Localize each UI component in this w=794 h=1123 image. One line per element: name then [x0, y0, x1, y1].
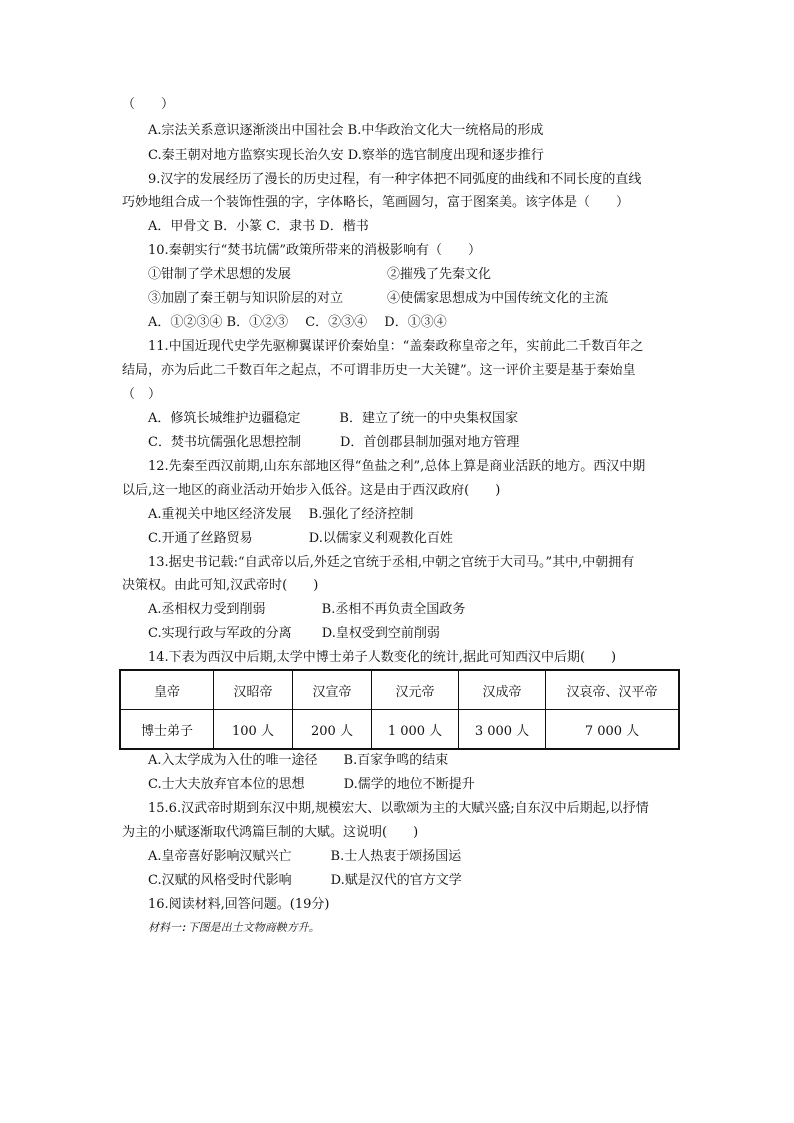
q15-stem-line2: 为主的小赋逐渐取代鸿篇巨制的大赋。这说明( )	[122, 825, 419, 840]
q16-material-caption: 材料一:下图是出土文物商鞅方升。	[148, 921, 320, 934]
q11-options-ab: A．修筑长城维护边疆稳定 B．建立了统一的中央集权国家	[148, 411, 518, 426]
q13-options-cd: C.实现行政与军政的分离 D.皇权受到空前削弱	[148, 626, 440, 641]
q12-options-cd: C.开通了丝路贸易 D.以儒家义利观教化百姓	[148, 531, 453, 546]
q13-options-ab: A.丞相权力受到削弱 B.丞相不再负责全国政务	[148, 602, 466, 617]
table-cell: 100 人	[214, 710, 293, 750]
q14-stem: 14.下表为西汉中后期,太学中博士弟子人数变化的统计,据此可知西汉中后期( )	[148, 650, 617, 665]
q10-options: A．①②③④ B．①②③ C．②③④ D．①③④	[148, 315, 447, 330]
table-cell: 1 000 人	[372, 710, 459, 750]
q11-stem-line2: 结局，亦为后此二千数百年之起点，不可谓非历史一大关键”。这一评价主要是基于秦始皇	[122, 363, 636, 378]
q14-options-ab: A.入太学成为入仕的唯一途径 B.百家争鸣的结束	[148, 753, 449, 768]
table-cell: 汉哀帝、汉平帝	[546, 670, 680, 710]
q15-options-cd: C.汉赋的风格受时代影响 D.赋是汉代的官方文学	[148, 873, 462, 888]
q8-paren: （ ）	[122, 97, 175, 112]
q13-stem-line2: 决策权。由此可知,汉武帝时( )	[122, 578, 319, 593]
student-count-table	[119, 669, 680, 750]
q9-stem-line1: 9.汉字的发展经历了漫长的历史过程，有一种字体把不同弧度的曲线和不同长度的直线	[148, 172, 642, 187]
q15-stem-line1: 15.6.汉武帝时期到东汉中期,规模宏大、以歌颂为主的大赋兴盛;自东汉中后期起,以抒情	[148, 801, 649, 816]
table-cell: 汉元帝	[372, 670, 459, 710]
q16-stem: 16.阅读材料,回答问题。(19分)	[148, 897, 330, 912]
q11-options-cd: C．焚书坑儒强化思想控制 D．首创郡县制加强对地方管理	[148, 435, 520, 450]
table-cell: 7 000 人	[546, 710, 680, 750]
q11-paren: （ ）	[122, 387, 162, 402]
table-header-row	[120, 670, 679, 710]
q10-item-3: ③加剧了秦王朝与知识阶层的对立	[148, 291, 344, 306]
q10-item-1: ①钳制了学术思想的发展	[148, 267, 292, 282]
table-cell: 3 000 人	[459, 710, 546, 750]
table-cell: 汉昭帝	[214, 670, 293, 710]
table-row	[120, 710, 679, 750]
q12-stem-line1: 12.先秦至西汉前期,山东东部地区得“鱼盐之利”,总体上算是商业活跃的地方。西汉中期	[148, 459, 646, 474]
table-cell: 博士弟子	[120, 710, 214, 750]
q14-options-cd: C.士大夫放弃官本位的思想 D.儒学的地位不断提升	[148, 777, 475, 792]
q15-options-ab: A.皇帝喜好影响汉赋兴亡 B.士人热衷于颂扬国运	[148, 849, 462, 864]
q10-stem: 10.秦朝实行“焚书坑儒”政策所带来的消极影响有（ ）	[148, 243, 481, 258]
q12-options-ab: A.重视关中地区经济发展 B.强化了经济控制	[148, 507, 414, 522]
q10-item-4: ④使儒家思想成为中国传统文化的主流	[387, 291, 609, 306]
table-cell: 汉宣帝	[293, 670, 372, 710]
q13-stem-line1: 13.据史书记载:“自武帝以后,外廷之官统于丞相,中朝之官统于大司马。”其中,中朝拥有	[148, 555, 635, 570]
table-cell: 皇帝	[120, 670, 214, 710]
q8-options-cd: C.秦王朝对地方监察实现长治久安 D.察举的选官制度出现和逐步推行	[148, 148, 544, 163]
q9-stem-line2: 巧妙地组合成一个装饰性强的字，字体略长，笔画圆匀，富于图案美。该字体是（ ）	[122, 195, 630, 210]
q9-options: A．甲骨文 B．小篆 C．隶书 D．楷书	[148, 219, 369, 234]
table-cell: 200 人	[293, 710, 372, 750]
table-cell: 汉成帝	[459, 670, 546, 710]
q12-stem-line2: 以后,这一地区的商业活动开始步入低谷。这是由于西汉政府( )	[122, 483, 501, 498]
q8-options-ab: A.宗法关系意识逐渐淡出中国社会 B.中华政治文化大一统格局的形成	[148, 123, 544, 138]
q10-item-2: ②摧残了先秦文化	[387, 267, 492, 282]
q11-stem-line1: 11.中国近现代史学先驱柳翼谋评价秦始皇：“盖秦政称皇帝之年，实前此二千数百年之	[148, 339, 644, 354]
